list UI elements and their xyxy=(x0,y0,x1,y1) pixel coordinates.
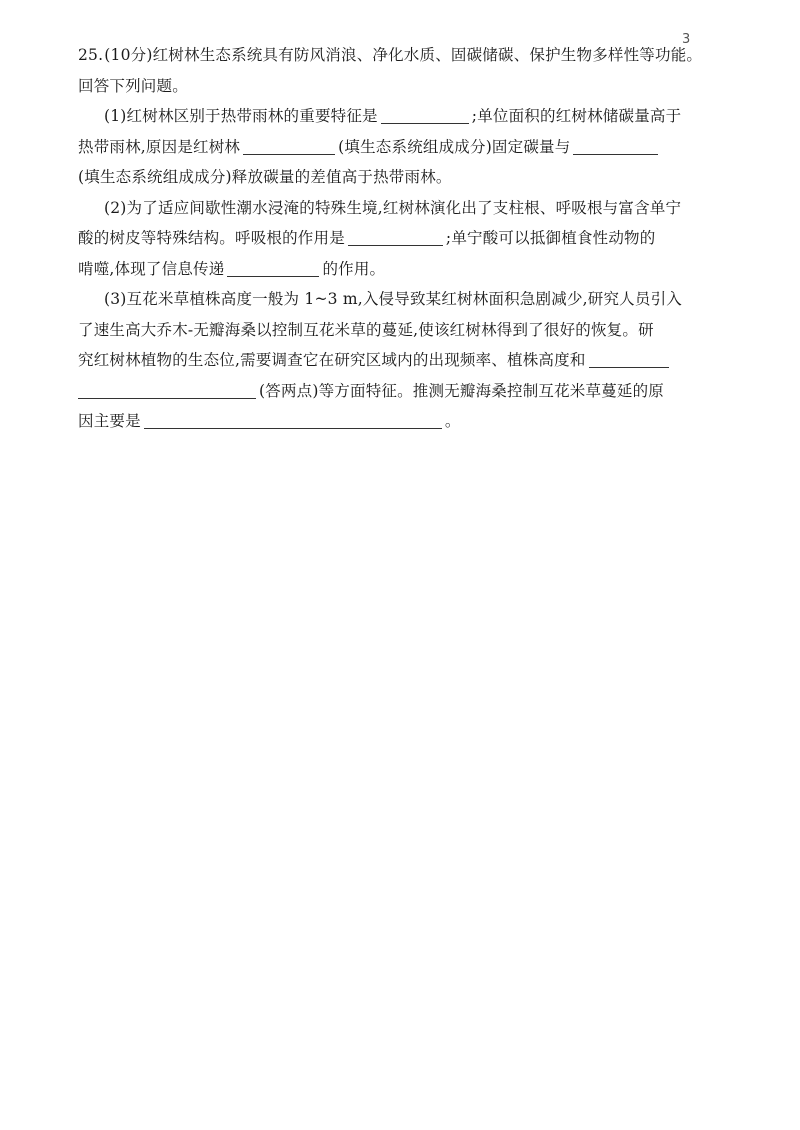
part2-text: 的作用。 xyxy=(322,259,386,278)
part1-text: 热带雨林,原因是红树林 xyxy=(78,137,241,156)
part2-text: ;单宁酸可以抵御植食性动物的 xyxy=(445,229,656,247)
part3-text: (3)互花米草植株高度一般为 1~3 m,入侵导致某红树林面积急剧减少,研究人员引入 xyxy=(104,290,682,308)
part3-text: 了速生高大乔木-无瓣海桑以控制互花米草的蔓延,使该红树林得到了很好的恢复。研 xyxy=(78,320,654,339)
part3-text: 因主要是 xyxy=(78,412,141,430)
question-intro-line-2 xyxy=(78,71,738,102)
part3-line-1 xyxy=(78,284,738,315)
answer-blank-7[interactable] xyxy=(144,410,442,429)
question-score: (10分) xyxy=(104,46,153,64)
part3-line-4 xyxy=(78,376,738,407)
question-intro-prompt: 回答下列问题。 xyxy=(78,76,188,95)
part2-text: 啃噬,体现了信息传递 xyxy=(78,259,225,278)
question-number: 25. xyxy=(78,46,104,64)
part3-line-2 xyxy=(78,315,738,346)
part3-line-3 xyxy=(78,345,738,376)
question-25 xyxy=(78,40,738,437)
part3-line-5 xyxy=(78,406,738,437)
question-intro-text: 红树林生态系统具有防风消浪、净化水质、固碳储碳、保护生物多样性等功能。 xyxy=(152,46,703,64)
part1-text: (填生态系统组成成分)固定碳量与 xyxy=(338,137,571,156)
part3-text: (答两点)等方面特征。推测无瓣海桑控制互花米草蔓延的原 xyxy=(259,381,664,400)
answer-blank-6[interactable] xyxy=(589,349,669,368)
part2-line-3 xyxy=(78,254,738,285)
part3-text: 究红树林植物的生态位,需要调查它在研究区域内的出现频率、植株高度和 xyxy=(78,351,586,369)
handwritten-mark: 3 xyxy=(682,32,691,47)
answer-blank-1[interactable] xyxy=(381,105,469,124)
part3-text: 。 xyxy=(444,412,461,430)
part1-text: ;单位面积的红树林储碳量高于 xyxy=(471,107,682,125)
part2-text: (2)为了适应间歇性潮水浸淹的特殊生境,红树林演化出了支柱根、呼吸根与富含单宁 xyxy=(104,198,682,217)
part2-line-2 xyxy=(78,223,738,254)
answer-blank-2[interactable] xyxy=(243,136,335,155)
part1-line-1 xyxy=(78,101,738,132)
part1-text: (1)红树林区别于热带雨林的重要特征是 xyxy=(104,107,378,125)
part1-line-3 xyxy=(78,162,738,193)
part2-text: 酸的树皮等特殊结构。呼吸根的作用是 xyxy=(78,229,345,247)
answer-blank-3[interactable] xyxy=(573,136,658,155)
answer-blank-6-continued[interactable] xyxy=(78,380,256,399)
part2-line-1 xyxy=(78,193,738,224)
answer-blank-5[interactable] xyxy=(227,258,319,277)
answer-blank-4[interactable] xyxy=(348,227,443,246)
part1-line-2 xyxy=(78,132,738,163)
question-intro-line-1 xyxy=(78,40,738,71)
part1-text: (填生态系统组成成分)释放碳量的差值高于热带雨林。 xyxy=(78,168,452,186)
